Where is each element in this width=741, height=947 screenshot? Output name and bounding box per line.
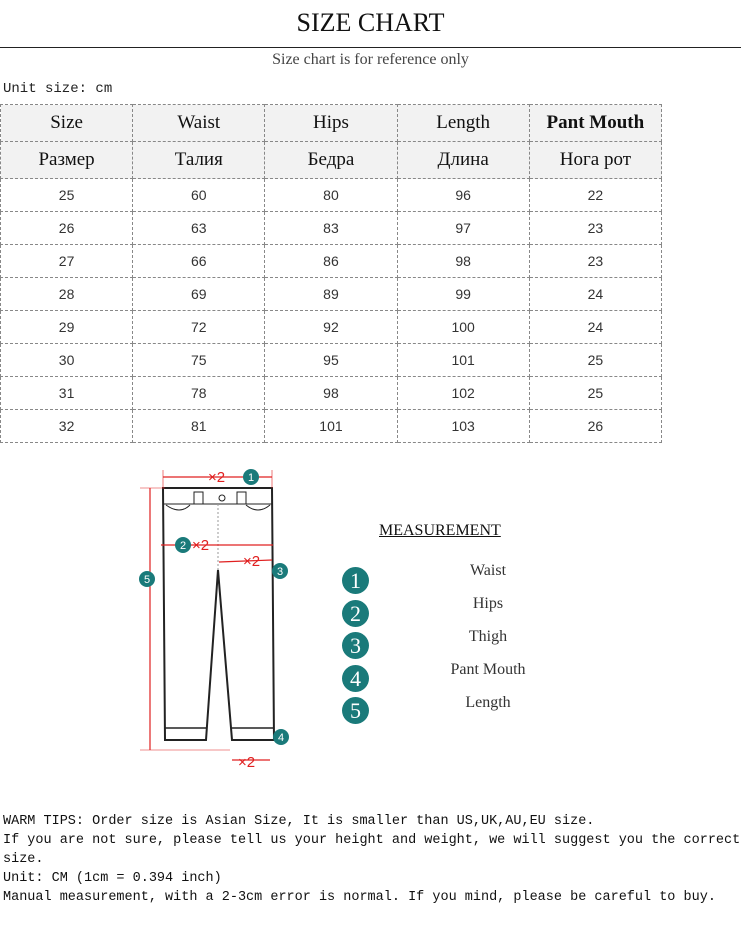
table-cell: 25 — [529, 377, 661, 410]
marker-2: 2 — [179, 540, 187, 552]
marker-5: 5 — [143, 574, 151, 586]
measurement-number-4: 4 — [342, 665, 369, 692]
x2-label: ×2 — [208, 469, 226, 486]
measurement-label: Waist — [469, 562, 507, 579]
header-cell: Бедра — [265, 142, 397, 179]
table-cell: 101 — [397, 344, 529, 377]
measurement-number-3: 3 — [342, 632, 369, 659]
measurement-label: Hips — [472, 595, 504, 612]
warm-tips — [3, 812, 741, 907]
marker-4: 4 — [277, 732, 285, 744]
header-cell: Hips — [265, 105, 397, 142]
table-cell: 63 — [133, 212, 265, 245]
measurement-label: Thigh — [468, 628, 508, 645]
table-cell: 83 — [265, 212, 397, 245]
table-cell: 32 — [1, 410, 133, 443]
table-cell: 102 — [397, 377, 529, 410]
pants-outline — [163, 488, 274, 740]
table-cell: 30 — [1, 344, 133, 377]
tip-line: Manual measurement, with a 2-3cm error is normal. If you mind, please be careful to buy. — [3, 890, 716, 905]
header-cell: Pant Mouth — [529, 105, 661, 142]
table-cell: 98 — [265, 377, 397, 410]
tip-line: WARM TIPS: Order size is Asian Size, It is smaller than US,UK,AU,EU size. — [3, 814, 595, 829]
x2-label: ×2 — [243, 553, 261, 570]
header-cell: Длина — [397, 142, 529, 179]
header-cell: Waist — [133, 105, 265, 142]
measurement-number-5: 5 — [342, 697, 369, 724]
unit-label: Unit size: cm — [3, 81, 113, 97]
table-cell: 86 — [265, 245, 397, 278]
table-cell: 28 — [1, 278, 133, 311]
table-cell: 99 — [397, 278, 529, 311]
table-cell: 98 — [397, 245, 529, 278]
table-cell: 22 — [529, 179, 661, 212]
header-cell: Размер — [1, 142, 133, 179]
header-cell: Талия — [133, 142, 265, 179]
measurement-title: MEASUREMENT — [379, 522, 501, 539]
measurement-number-2: 2 — [342, 600, 369, 627]
table-cell: 26 — [1, 212, 133, 245]
x2-label: ×2 — [238, 754, 256, 771]
table-cell: 72 — [133, 311, 265, 344]
table-cell: 23 — [529, 245, 661, 278]
table-cell: 60 — [133, 179, 265, 212]
table-cell: 81 — [133, 410, 265, 443]
measurement-number-1: 1 — [342, 567, 369, 594]
table-cell: 101 — [265, 410, 397, 443]
table-cell: 92 — [265, 311, 397, 344]
table-cell: 66 — [133, 245, 265, 278]
marker-1: 1 — [247, 472, 255, 484]
tip-line: Unit: CM (1cm = 0.394 inch) — [3, 871, 222, 886]
header-cell: Нога рот — [529, 142, 661, 179]
table-cell: 69 — [133, 278, 265, 311]
table-cell: 95 — [265, 344, 397, 377]
table-cell: 26 — [529, 410, 661, 443]
table-cell: 103 — [397, 410, 529, 443]
table-cell: 23 — [529, 212, 661, 245]
table-cell: 100 — [397, 311, 529, 344]
header-cell: Length — [397, 105, 529, 142]
table-cell: 97 — [397, 212, 529, 245]
measurement-label: Length — [465, 694, 511, 711]
table-cell: 75 — [133, 344, 265, 377]
table-cell: 29 — [1, 311, 133, 344]
table-cell: 80 — [265, 179, 397, 212]
table-cell: 25 — [1, 179, 133, 212]
table-cell: 27 — [1, 245, 133, 278]
table-cell: 78 — [133, 377, 265, 410]
marker-3: 3 — [276, 566, 284, 578]
table-cell: 25 — [529, 344, 661, 377]
subtitle: Size chart is for reference only — [272, 51, 469, 68]
tip-line: If you are not sure, please tell us your height and weight, we will suggest you the correct size. — [3, 833, 741, 867]
table-cell: 24 — [529, 278, 661, 311]
table-cell: 24 — [529, 311, 661, 344]
page-title: SIZE CHART — [296, 8, 445, 37]
measurement-label: Pant Mouth — [450, 661, 526, 678]
header-cell: Size — [1, 105, 133, 142]
table-cell: 96 — [397, 179, 529, 212]
table-cell: 31 — [1, 377, 133, 410]
table-cell: 89 — [265, 278, 397, 311]
x2-label: ×2 — [192, 537, 210, 554]
